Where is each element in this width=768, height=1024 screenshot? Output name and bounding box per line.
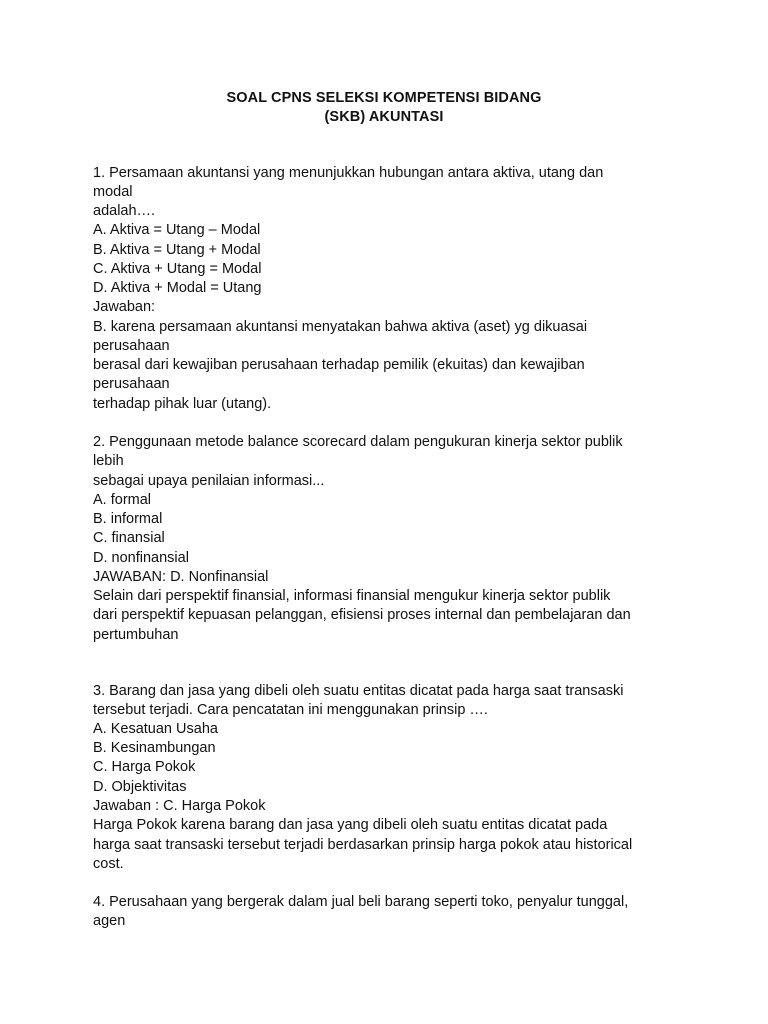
option-d: D. Aktiva + Modal = Utang [93, 280, 262, 296]
answer-label: Jawaban: [93, 299, 156, 315]
explanation-text: B. karena persamaan akuntansi menyatakan bahwa aktiva (aset) yg dikuasai [93, 319, 588, 335]
question-3-text: 3. Barang dan jasa yang dibeli oleh suatu entitas dicatat pada harga saat transaski [93, 683, 624, 699]
option-b: B. Aktiva = Utang + Modal [93, 242, 261, 258]
explanation-text: perusahaan [93, 376, 170, 392]
option-a: A. formal [93, 492, 152, 508]
explanation-text: Harga Pokok karena barang dan jasa yang dibeli oleh suatu entitas dicatat pada [93, 817, 608, 833]
explanation-text: berasal dari kewajiban perusahaan terhadap pemilik (ekuitas) dan kewajiban [93, 357, 585, 373]
question-4-text: agen [93, 913, 126, 929]
question-2-text: 2. Penggunaan metode balance scorecard dalam pengukuran kinerja sektor publik [93, 434, 623, 450]
question-4-text: 4. Perusahaan yang bergerak dalam jual beli barang seperti toko, penyalur tunggal, [93, 894, 629, 910]
option-c: C. Harga Pokok [93, 759, 196, 775]
answer-label: JAWABAN: D. Nonfinansial [93, 569, 269, 585]
explanation-text: pertumbuhan [93, 627, 179, 643]
answer-label: Jawaban : C. Harga Pokok [93, 798, 266, 814]
option-c: C. Aktiva + Utang = Modal [93, 261, 262, 277]
explanation-text: harga saat transaski tersebut terjadi berdasarkan prinsip harga pokok atau historical [93, 837, 633, 853]
option-d: D. nonfinansial [93, 550, 189, 566]
question-1-text: modal [93, 184, 133, 200]
explanation-text: cost. [93, 856, 124, 872]
question-2-text: lebih [93, 453, 124, 469]
option-a: A. Kesatuan Usaha [93, 721, 218, 737]
explanation-text: terhadap pihak luar (utang). [93, 396, 272, 412]
option-b: B. informal [93, 511, 163, 527]
option-a: A. Aktiva = Utang – Modal [93, 222, 261, 238]
question-1-text: 1. Persamaan akuntansi yang menunjukkan hubungan antara aktiva, utang dan [93, 165, 604, 181]
explanation-text: Selain dari perspektif finansial, informasi finansial mengukur kinerja sektor publik [93, 588, 611, 604]
explanation-text: perusahaan [93, 338, 170, 354]
option-d: D. Objektivitas [93, 779, 187, 795]
document-title-line-1: SOAL CPNS SELEKSI KOMPETENSI BIDANG [226, 90, 542, 106]
option-c: C. finansial [93, 530, 165, 546]
document-title-line-2: (SKB) AKUNTASI [324, 109, 444, 125]
question-2-text: sebagai upaya penilaian informasi... [93, 473, 325, 489]
option-b: B. Kesinambungan [93, 740, 216, 756]
question-1-text: adalah…. [93, 203, 156, 219]
question-3-text: tersebut terjadi. Cara pencatatan ini menggunakan prinsip …. [93, 702, 488, 718]
explanation-text: dari perspektif kepuasan pelanggan, efisiensi proses internal dan pembelajaran dan [93, 607, 631, 623]
